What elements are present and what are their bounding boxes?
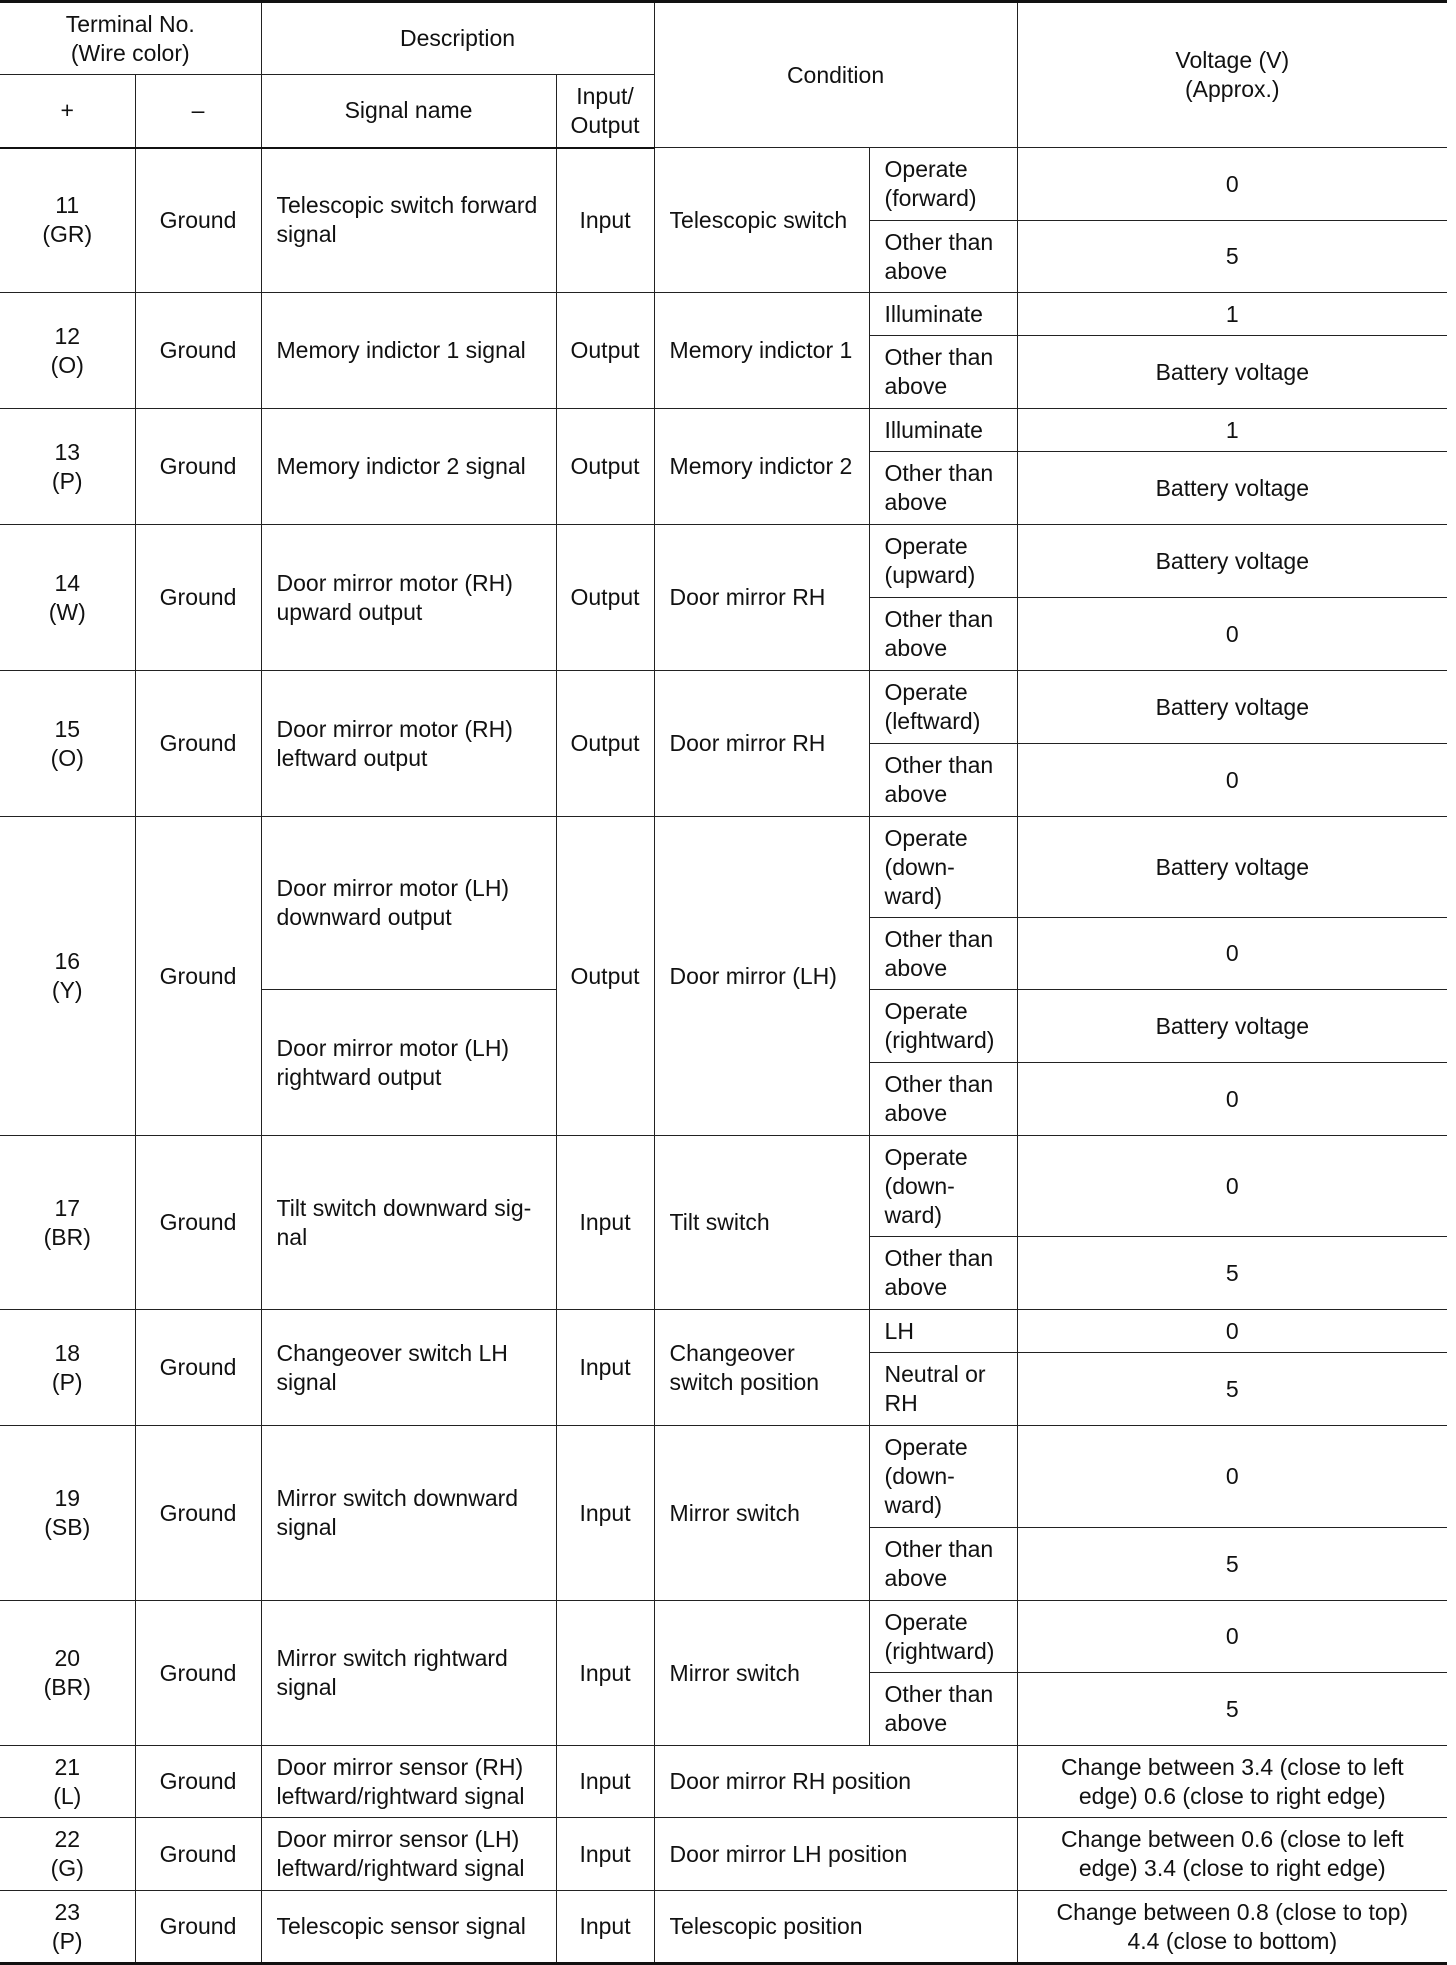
sub-condition-cell: Other than above (869, 918, 1017, 990)
condition-cell: Door mirror (LH) (654, 817, 869, 1136)
ground-cell: Ground (135, 1746, 261, 1818)
header-description: Description (261, 2, 654, 75)
table-row (0, 1746, 1447, 1818)
header-plus: + (0, 75, 135, 148)
table-row (0, 409, 1447, 452)
sub-condition-cell: Other than above (869, 1673, 1017, 1746)
ground-cell: Ground (135, 671, 261, 817)
sub-condition-cell: LH (869, 1310, 1017, 1353)
voltage-cell: 0 (1017, 1426, 1447, 1528)
signal-name-cell: Telescopic switch forward signal (261, 148, 556, 293)
voltage-cell: 0 (1017, 918, 1447, 990)
sub-condition-cell: Operate (down- ward) (869, 1136, 1017, 1237)
ground-cell: Ground (135, 525, 261, 671)
voltage-cell: Change between 0.6 (close to left edge) 3.4 (close to right edge) (1017, 1818, 1447, 1891)
io-cell: Output (556, 817, 654, 1136)
table-row (0, 671, 1447, 744)
voltage-cell: Battery voltage (1017, 671, 1447, 744)
signal-name-cell: Telescopic sensor signal (261, 1891, 556, 1964)
condition-cell: Door mirror RH (654, 525, 869, 671)
table-row (0, 1601, 1447, 1673)
ground-cell: Ground (135, 148, 261, 293)
voltage-cell: 0 (1017, 1063, 1447, 1136)
ground-cell: Ground (135, 1136, 261, 1310)
voltage-cell: 5 (1017, 1528, 1447, 1601)
table-row (0, 817, 1447, 918)
table-row (0, 1310, 1447, 1353)
sub-condition-cell: Operate (upward) (869, 525, 1017, 598)
sub-condition-cell: Operate (down- ward) (869, 817, 1017, 918)
terminal-cell: 16 (Y) (0, 817, 135, 1136)
signal-name-cell: Door mirror sensor (LH) leftward/rightward signal (261, 1818, 556, 1891)
voltage-cell: Battery voltage (1017, 990, 1447, 1063)
condition-cell: Mirror switch (654, 1426, 869, 1601)
condition-cell: Telescopic switch (654, 148, 869, 293)
terminal-cell: 17 (BR) (0, 1136, 135, 1310)
io-cell: Input (556, 1601, 654, 1746)
io-cell: Input (556, 1818, 654, 1891)
io-cell: Output (556, 409, 654, 525)
table-row (0, 293, 1447, 336)
io-cell: Output (556, 671, 654, 817)
terminal-cell: 11 (GR) (0, 148, 135, 293)
voltage-cell: 0 (1017, 598, 1447, 671)
condition-cell: Mirror switch (654, 1601, 869, 1746)
terminal-cell: 14 (W) (0, 525, 135, 671)
condition-cell: Memory indictor 1 (654, 293, 869, 409)
sub-condition-cell: Other than above (869, 744, 1017, 817)
sub-condition-cell: Other than above (869, 452, 1017, 525)
signal-name-cell: Tilt switch downward sig- nal (261, 1136, 556, 1310)
io-cell: Input (556, 1746, 654, 1818)
header-terminal-no: Terminal No. (Wire color) (0, 2, 261, 75)
voltage-cell: 1 (1017, 293, 1447, 336)
sub-condition-cell: Operate (leftward) (869, 671, 1017, 744)
terminal-cell: 15 (O) (0, 671, 135, 817)
voltage-cell: 0 (1017, 1310, 1447, 1353)
sub-condition-cell: Illuminate (869, 293, 1017, 336)
table-row (0, 1426, 1447, 1528)
header-condition: Condition (654, 2, 1017, 148)
header-input-output: Input/ Output (556, 75, 654, 148)
header-minus: – (135, 75, 261, 148)
condition-cell: Memory indictor 2 (654, 409, 869, 525)
voltage-cell: 0 (1017, 744, 1447, 817)
header-signal-name: Signal name (261, 75, 556, 148)
signal-name-cell: Door mirror motor (LH) rightward output (261, 990, 556, 1136)
table-row (0, 148, 1447, 221)
voltage-cell: 0 (1017, 1601, 1447, 1673)
voltage-cell: Change between 0.8 (close to top) 4.4 (close to bottom) (1017, 1891, 1447, 1964)
terminal-cell: 13 (P) (0, 409, 135, 525)
signal-name-cell: Mirror switch rightward signal (261, 1601, 556, 1746)
signal-name-cell: Changeover switch LH signal (261, 1310, 556, 1426)
condition-cell: Door mirror RH position (654, 1746, 1017, 1818)
header-voltage: Voltage (V) (Approx.) (1017, 2, 1447, 148)
terminal-cell: 20 (BR) (0, 1601, 135, 1746)
terminal-cell: 22 (G) (0, 1818, 135, 1891)
voltage-cell: 0 (1017, 148, 1447, 221)
table-row (0, 1891, 1447, 1964)
io-cell: Output (556, 293, 654, 409)
table-row (0, 1818, 1447, 1891)
ground-cell: Ground (135, 1818, 261, 1891)
table-row (0, 1136, 1447, 1237)
voltage-cell: 5 (1017, 1353, 1447, 1426)
condition-cell: Changeover switch position (654, 1310, 869, 1426)
sub-condition-cell: Other than above (869, 221, 1017, 293)
ground-cell: Ground (135, 817, 261, 1136)
signal-name-cell: Door mirror motor (RH) leftward output (261, 671, 556, 817)
voltage-cell: Battery voltage (1017, 336, 1447, 409)
voltage-cell: 5 (1017, 1673, 1447, 1746)
ground-cell: Ground (135, 1891, 261, 1964)
terminal-cell: 19 (SB) (0, 1426, 135, 1601)
ground-cell: Ground (135, 1426, 261, 1601)
io-cell: Input (556, 1426, 654, 1601)
voltage-cell: Battery voltage (1017, 817, 1447, 918)
voltage-cell: Change between 3.4 (close to left edge) 0.6 (close to right edge) (1017, 1746, 1447, 1818)
sub-condition-cell: Other than above (869, 598, 1017, 671)
sub-condition-cell: Other than above (869, 336, 1017, 409)
io-cell: Output (556, 525, 654, 671)
signal-name-cell: Door mirror motor (RH) upward output (261, 525, 556, 671)
signal-name-cell: Door mirror motor (LH) downward output (261, 817, 556, 990)
sub-condition-cell: Other than above (869, 1237, 1017, 1310)
io-cell: Input (556, 1891, 654, 1964)
voltage-cell: 5 (1017, 1237, 1447, 1310)
terminal-cell: 18 (P) (0, 1310, 135, 1426)
io-cell: Input (556, 1136, 654, 1310)
signal-name-cell: Mirror switch downward signal (261, 1426, 556, 1601)
sub-condition-cell: Illuminate (869, 409, 1017, 452)
voltage-cell: Battery voltage (1017, 452, 1447, 525)
sub-condition-cell: Operate (rightward) (869, 990, 1017, 1063)
sub-condition-cell: Operate (forward) (869, 148, 1017, 221)
ground-cell: Ground (135, 1310, 261, 1426)
table-row (0, 525, 1447, 598)
sub-condition-cell: Operate (down- ward) (869, 1426, 1017, 1528)
condition-cell: Tilt switch (654, 1136, 869, 1310)
signal-name-cell: Memory indictor 2 signal (261, 409, 556, 525)
voltage-cell: 1 (1017, 409, 1447, 452)
condition-cell: Door mirror LH position (654, 1818, 1017, 1891)
sub-condition-cell: Neutral or RH (869, 1353, 1017, 1426)
ground-cell: Ground (135, 409, 261, 525)
io-cell: Input (556, 148, 654, 293)
io-cell: Input (556, 1310, 654, 1426)
terminal-cell: 21 (L) (0, 1746, 135, 1818)
sub-condition-cell: Other than above (869, 1528, 1017, 1601)
signal-name-cell: Memory indictor 1 signal (261, 293, 556, 409)
voltage-cell: Battery voltage (1017, 525, 1447, 598)
ground-cell: Ground (135, 293, 261, 409)
sub-condition-cell: Operate (rightward) (869, 1601, 1017, 1673)
condition-cell: Telescopic position (654, 1891, 1017, 1964)
terminal-cell: 23 (P) (0, 1891, 135, 1964)
ground-cell: Ground (135, 1601, 261, 1746)
voltage-cell: 5 (1017, 221, 1447, 293)
condition-cell: Door mirror RH (654, 671, 869, 817)
voltage-cell: 0 (1017, 1136, 1447, 1237)
terminal-cell: 12 (O) (0, 293, 135, 409)
sub-condition-cell: Other than above (869, 1063, 1017, 1136)
signal-name-cell: Door mirror sensor (RH) leftward/rightward signal (261, 1746, 556, 1818)
